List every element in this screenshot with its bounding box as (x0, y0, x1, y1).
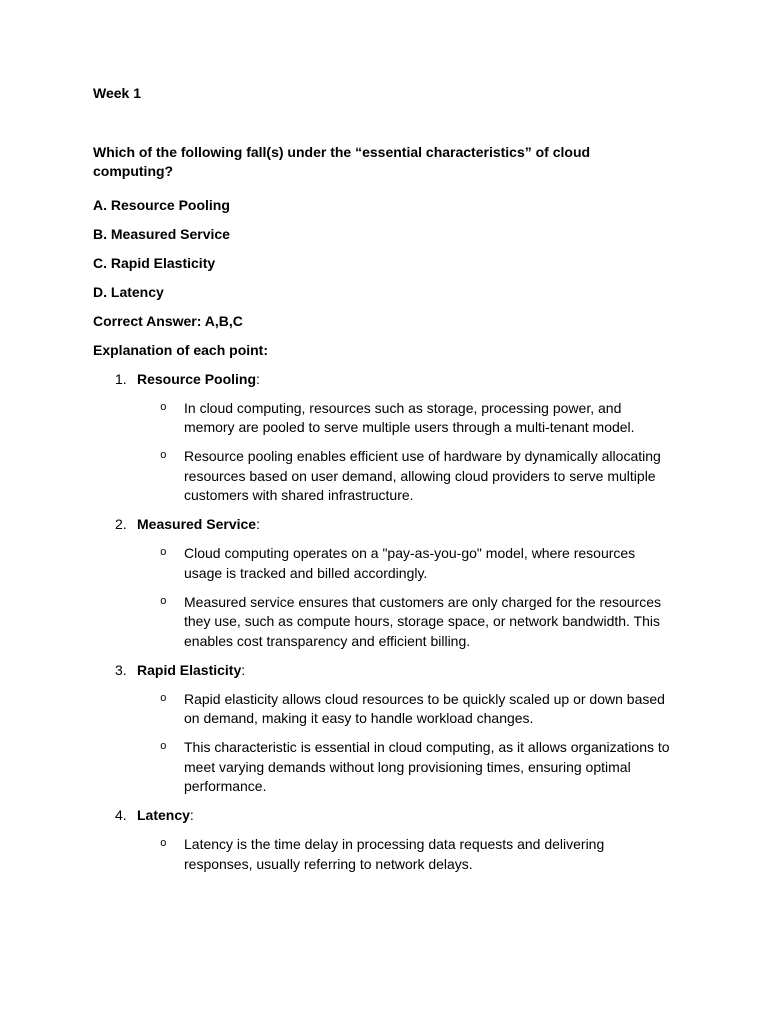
bullet-marker: o (160, 741, 167, 753)
question-text: Which of the following fall(s) under the “essential characteristics” of cloud computing? (93, 143, 591, 179)
item-colon: : (189, 807, 194, 823)
list-item (160, 690, 673, 729)
bullet-text: Measured service ensures that customers are only charged for the resources they use, such as compute hours, storage space, or network bandwidth. This enables cost transparency and efficient billing. (184, 593, 662, 649)
item-bullets (93, 399, 673, 506)
bullet-text: Cloud computing operates on a "pay-as-you-go" model, where resources usage is tracked and billed accordingly. (184, 545, 636, 581)
explanation-item (93, 806, 673, 874)
answer-option: C. Rapid Elasticity (93, 254, 216, 271)
item-colon: : (256, 370, 260, 387)
item-title: Rapid Elasticity (137, 661, 242, 678)
list-item-heading (93, 515, 673, 535)
answer-option: A. Resource Pooling (93, 196, 230, 213)
item-number: 2. (115, 516, 127, 532)
bullet-marker: o (160, 692, 167, 705)
bullet-marker: o (160, 450, 167, 462)
options-list (93, 196, 673, 303)
list-item-heading (93, 661, 673, 681)
item-bullets (93, 544, 673, 651)
list-item (160, 544, 673, 583)
item-bullets (93, 835, 673, 874)
explanation-item (93, 515, 673, 651)
answer-option: D. Latency (93, 283, 164, 300)
bullet-marker: o (160, 547, 167, 559)
list-item (160, 399, 673, 438)
bullet-text: This characteristic is essential in cloud computing, as it allows organizations to meet varying demands without long provisioning times, ensuring optimal performance. (184, 739, 670, 794)
bullet-text: Resource pooling enables efficient use of hardware by dynamically allocating resources based on user demand, allowing cloud providers to serve multiple customers with shared infrastructure. (184, 448, 661, 503)
item-number: 1. (115, 370, 127, 387)
explanation-item (93, 661, 673, 797)
explanation-heading: Explanation of each point: (93, 341, 269, 358)
week-heading: Week 1 (93, 85, 141, 101)
bullet-marker: o (160, 401, 167, 414)
bullet-marker: o (160, 838, 167, 850)
item-colon: : (256, 516, 260, 532)
answer-option: B. Measured Service (93, 225, 230, 242)
explanation-item (93, 370, 673, 506)
item-bullets (93, 690, 673, 797)
list-item-heading (93, 370, 673, 390)
item-title: Resource Pooling (137, 370, 257, 387)
item-number: 3. (115, 661, 127, 678)
list-item-heading (93, 806, 673, 826)
item-number: 4. (115, 807, 127, 823)
bullet-text: Latency is the time delay in processing data requests and delivering responses, usually referring to network delays. (184, 836, 605, 872)
item-colon: : (241, 661, 246, 678)
correct-answer: Correct Answer: A,B,C (93, 312, 243, 329)
list-item (160, 738, 673, 797)
list-item (160, 835, 673, 874)
bullet-text: Rapid elasticity allows cloud resources to be quickly scaled up or down based on demand, making it easy to handle workload changes. (184, 690, 665, 726)
bullet-text: In cloud computing, resources such as storage, processing power, and memory are pooled to serve multiple users through a multi-tenant model. (184, 399, 635, 435)
list-item (160, 447, 673, 506)
list-item (160, 593, 673, 652)
bullet-marker: o (160, 595, 167, 608)
item-title: Latency (137, 807, 190, 823)
item-title: Measured Service (137, 516, 257, 532)
explanation-list (93, 370, 673, 875)
